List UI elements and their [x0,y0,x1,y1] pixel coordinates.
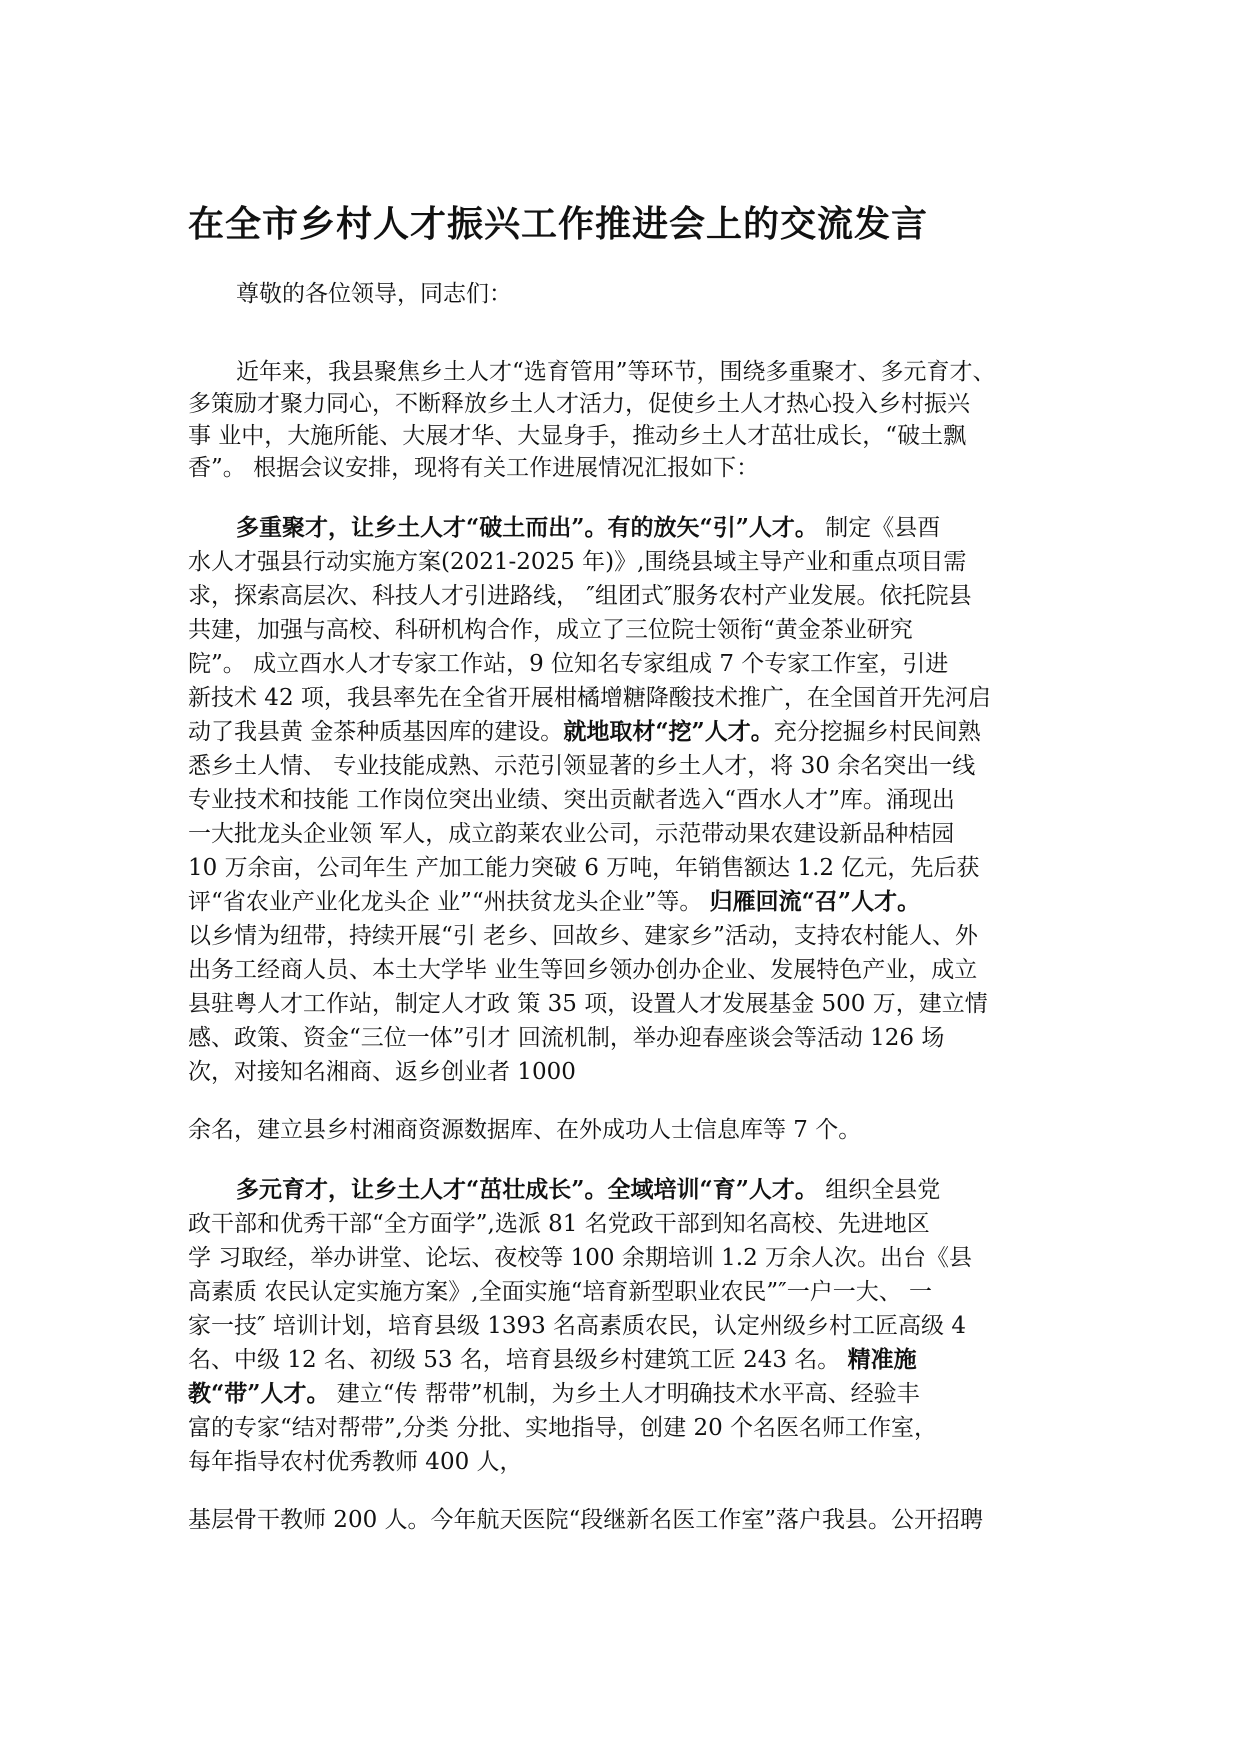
s1-line-4: 共建，加强与高校、科研机构合作，成立了三位院士领衔“黄金茶业研究 [188,617,913,643]
s1-heading: 多重聚才，让乡土人才“破土而出”。有的放矢“引”人才。 [236,514,818,541]
s2-heading: 多元育才，让乡土人才“茁壮成长”。全域培训“育”人才。 [236,1176,818,1203]
s1-text: 充分挖掘乡村民间熟 [773,719,981,745]
page-title: 在全市乡村人才振兴工作推进会上的交流发言 [188,204,929,245]
s1-line-18: 余名，建立县乡村湘商资源数据库、在外成功人士信息库等 7 个。 [188,1117,862,1143]
s2-line-5: 家一技″ 培训计划，培育县级 1393 名高素质农民，认定州级乡村工匠高级 4 [188,1313,967,1339]
s2-line-8: 富的专家“结对帮带”,分类 分批、实地指导，创建 20 个名医名师工作室， [188,1415,938,1441]
s1-subheading: 就地取材“挖”人才。 [563,718,774,745]
s2-subheading: 教“带”人才。 [188,1380,330,1407]
s1-line-10: 一大批龙头企业领 军人，成立韵莱农业公司，示范带动果农建设新品种桔园 [188,821,955,847]
s1-text: 动了我县黄 金茶种质基因库的建设。 [188,719,564,745]
s2-text: 建立“传 帮带”机制，为乡土人才明确技术水平高、经验丰 [329,1381,920,1407]
s1-line-2: 水人才强县行动实施方案(2021-2025 年)》,围绕县域主导产业和重点项目需 [188,549,967,575]
intro-line-2: 多策励才聚力同心，不断释放乡土人才活力，促使乡土人才热心投入乡村振兴 [188,391,970,417]
s1-line-7 [188,716,981,748]
s1-text: 评“省农业产业化龙头企 业”“州扶贫龙头企业”等。 [188,889,710,915]
greeting: 尊敬的各位领导，同志们： [236,281,512,307]
s1-line-16: 感、政策、资金“三位一体”引才 回流机制，举办迎春座谈会等活动 126 场 [188,1025,945,1051]
s1-line-13: 以乡情为纽带，持续开展“引 老乡、回故乡、建家乡”活动，支持农村能人、外 [188,923,978,949]
s2-line-2: 政干部和优秀干部“全方面学”,选派 81 名党政干部到知名高校、先进地区 [188,1211,930,1237]
intro-line-4: 香”。 根据会议安排，现将有关工作进展情况汇报如下： [188,455,760,481]
intro-line-3: 事 业中，大施所能、大展才华、大显身手，推动乡土人才茁壮成长，“破土飘 [188,423,967,449]
s2-text: 名、中级 12 名、初级 53 名，培育县级乡村建筑工匠 243 名。 [188,1347,848,1373]
s1-line-1 [236,512,940,544]
s1-text: 制定《县酉 [817,515,941,541]
s2-line-1 [236,1174,940,1206]
s1-line-14: 出务工经商人员、本土大学毕 业生等回乡领办创办企业、发展特色产业，成立 [188,957,978,983]
s2-subheading: 精准施 [847,1346,917,1373]
s2-line-10: 基层骨干教师 200 人。今年航天医院“段继新名医工作室”落户我县。公开招聘 [188,1507,984,1533]
s1-line-17: 次，对接知名湘商、返乡创业者 1000 [188,1059,576,1085]
s2-line-9: 每年指导农村优秀教师 400 人， [188,1449,523,1475]
s2-text: 组织全县党 [817,1177,941,1203]
s1-line-8: 悉乡土人情、 专业技能成熟、示范引领显著的乡土人才，将 30 余名突出一线 [188,753,976,779]
s1-line-5: 院”。 成立酉水人才专家工作站，9 位知名专家组成 7 个专家工作室，引进 [188,651,949,677]
intro-line-1: 近年来，我县聚焦乡土人才“选育管用”等环节，围绕多重聚才、多元育才、 [236,359,996,385]
s1-line-11: 10 万余亩，公司年生 产加工能力突破 6 万吨，年销售额达 1.2 亿元，先后获 [188,855,980,881]
s1-line-6: 新技术 42 项，我县率先在全省开展柑橘增糖降酸技术推广，在全国首开先河启 [188,685,991,711]
s2-line-7 [188,1378,920,1410]
s2-line-3: 学 习取经，举办讲堂、论坛、夜校等 100 余期培训 1.2 万余人次。出台《县 [188,1245,973,1271]
s1-line-15: 县驻粤人才工作站，制定人才政 策 35 项，设置人才发展基金 500 万，建立情 [188,991,988,1017]
s1-line-3: 求，探索高层次、科技人才引进路线， ″组团式″服务农村产业发展。依托院县 [188,583,972,609]
s1-line-9: 专业技术和技能 工作岗位突出业绩、突出贡献者选入“酉水人才”库。涌现出 [188,787,955,813]
s2-line-4: 高素质 农民认定实施方案》,全面实施“培育新型职业农民”″一户一大、 一 [188,1279,933,1305]
s1-subheading: 归雁回流“召”人才。 [709,888,921,915]
s2-line-6 [188,1344,917,1376]
s1-line-12 [188,886,920,918]
